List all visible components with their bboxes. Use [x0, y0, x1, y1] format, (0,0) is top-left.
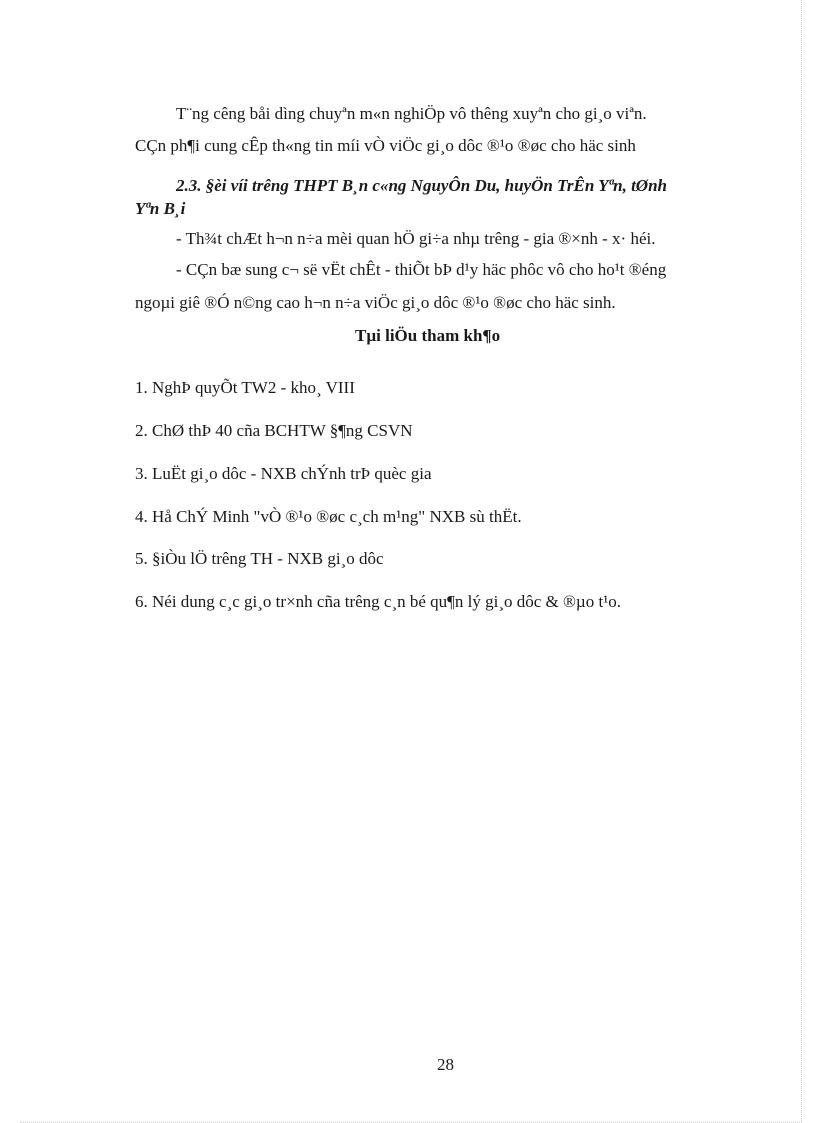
- paragraph-1-line-1: T¨ng cêng båi dìng chuyªn m«n nghiÖp vô thêng xuyªn cho gi¸o viªn.: [176, 104, 647, 123]
- reference-item-1: 1. NghÞ quyÕt TW2 - kho¸ VIII: [135, 378, 355, 397]
- reference-item-2: 2. ChØ thÞ 40 cña BCHTW §¶ng CSVN: [135, 421, 413, 440]
- bullet-2-line-2: ngoµi giê ®Ó n©ng cao h¬n n÷a viÖc gi¸o dôc ®¹o ®øc cho häc sinh.: [135, 293, 616, 312]
- reference-item-5: 5. §iÒu lÖ trêng TH - NXB gi¸o dôc: [135, 549, 384, 568]
- right-page-border: [801, 0, 802, 1123]
- bullet-2-line-1: - CÇn bæ sung c¬ së vËt chÊt - thiÕt bÞ d¹y häc phôc vô cho ho¹t ®éng: [176, 260, 667, 279]
- references-title: Tµi liÖu tham kh¶o: [355, 326, 501, 345]
- reference-item-3: 3. LuËt gi¸o dôc - NXB chÝnh trÞ quèc gia: [135, 464, 432, 483]
- page-number: 28: [437, 1055, 454, 1074]
- section-heading-line-1: 2.3. §èi víi trêng THPT B¸n c«ng NguyÔn Du, huyÖn TrÊn Yªn, tØnh: [176, 176, 667, 195]
- bullet-1: - Th¾t chÆt h¬n n÷a mèi quan hÖ gi÷a nhµ trêng - gia ®×nh - x· héi.: [176, 229, 656, 248]
- reference-item-4: 4. Hå ChÝ Minh "vÒ ®¹o ®øc c¸ch m¹ng" NXB sù thËt.: [135, 507, 522, 526]
- paragraph-1-line-2: CÇn ph¶i cung cÊp th«ng tin míi vÒ viÖc gi¸o dôc ®¹o ®øc cho häc sinh: [135, 136, 636, 155]
- reference-item-6: 6. Néi dung c¸c gi¸o tr×nh cña trêng c¸n bé qu¶n lý gi¸o dôc & ®µo t¹o.: [135, 592, 622, 611]
- section-heading-line-2: Yªn B¸i: [135, 199, 186, 218]
